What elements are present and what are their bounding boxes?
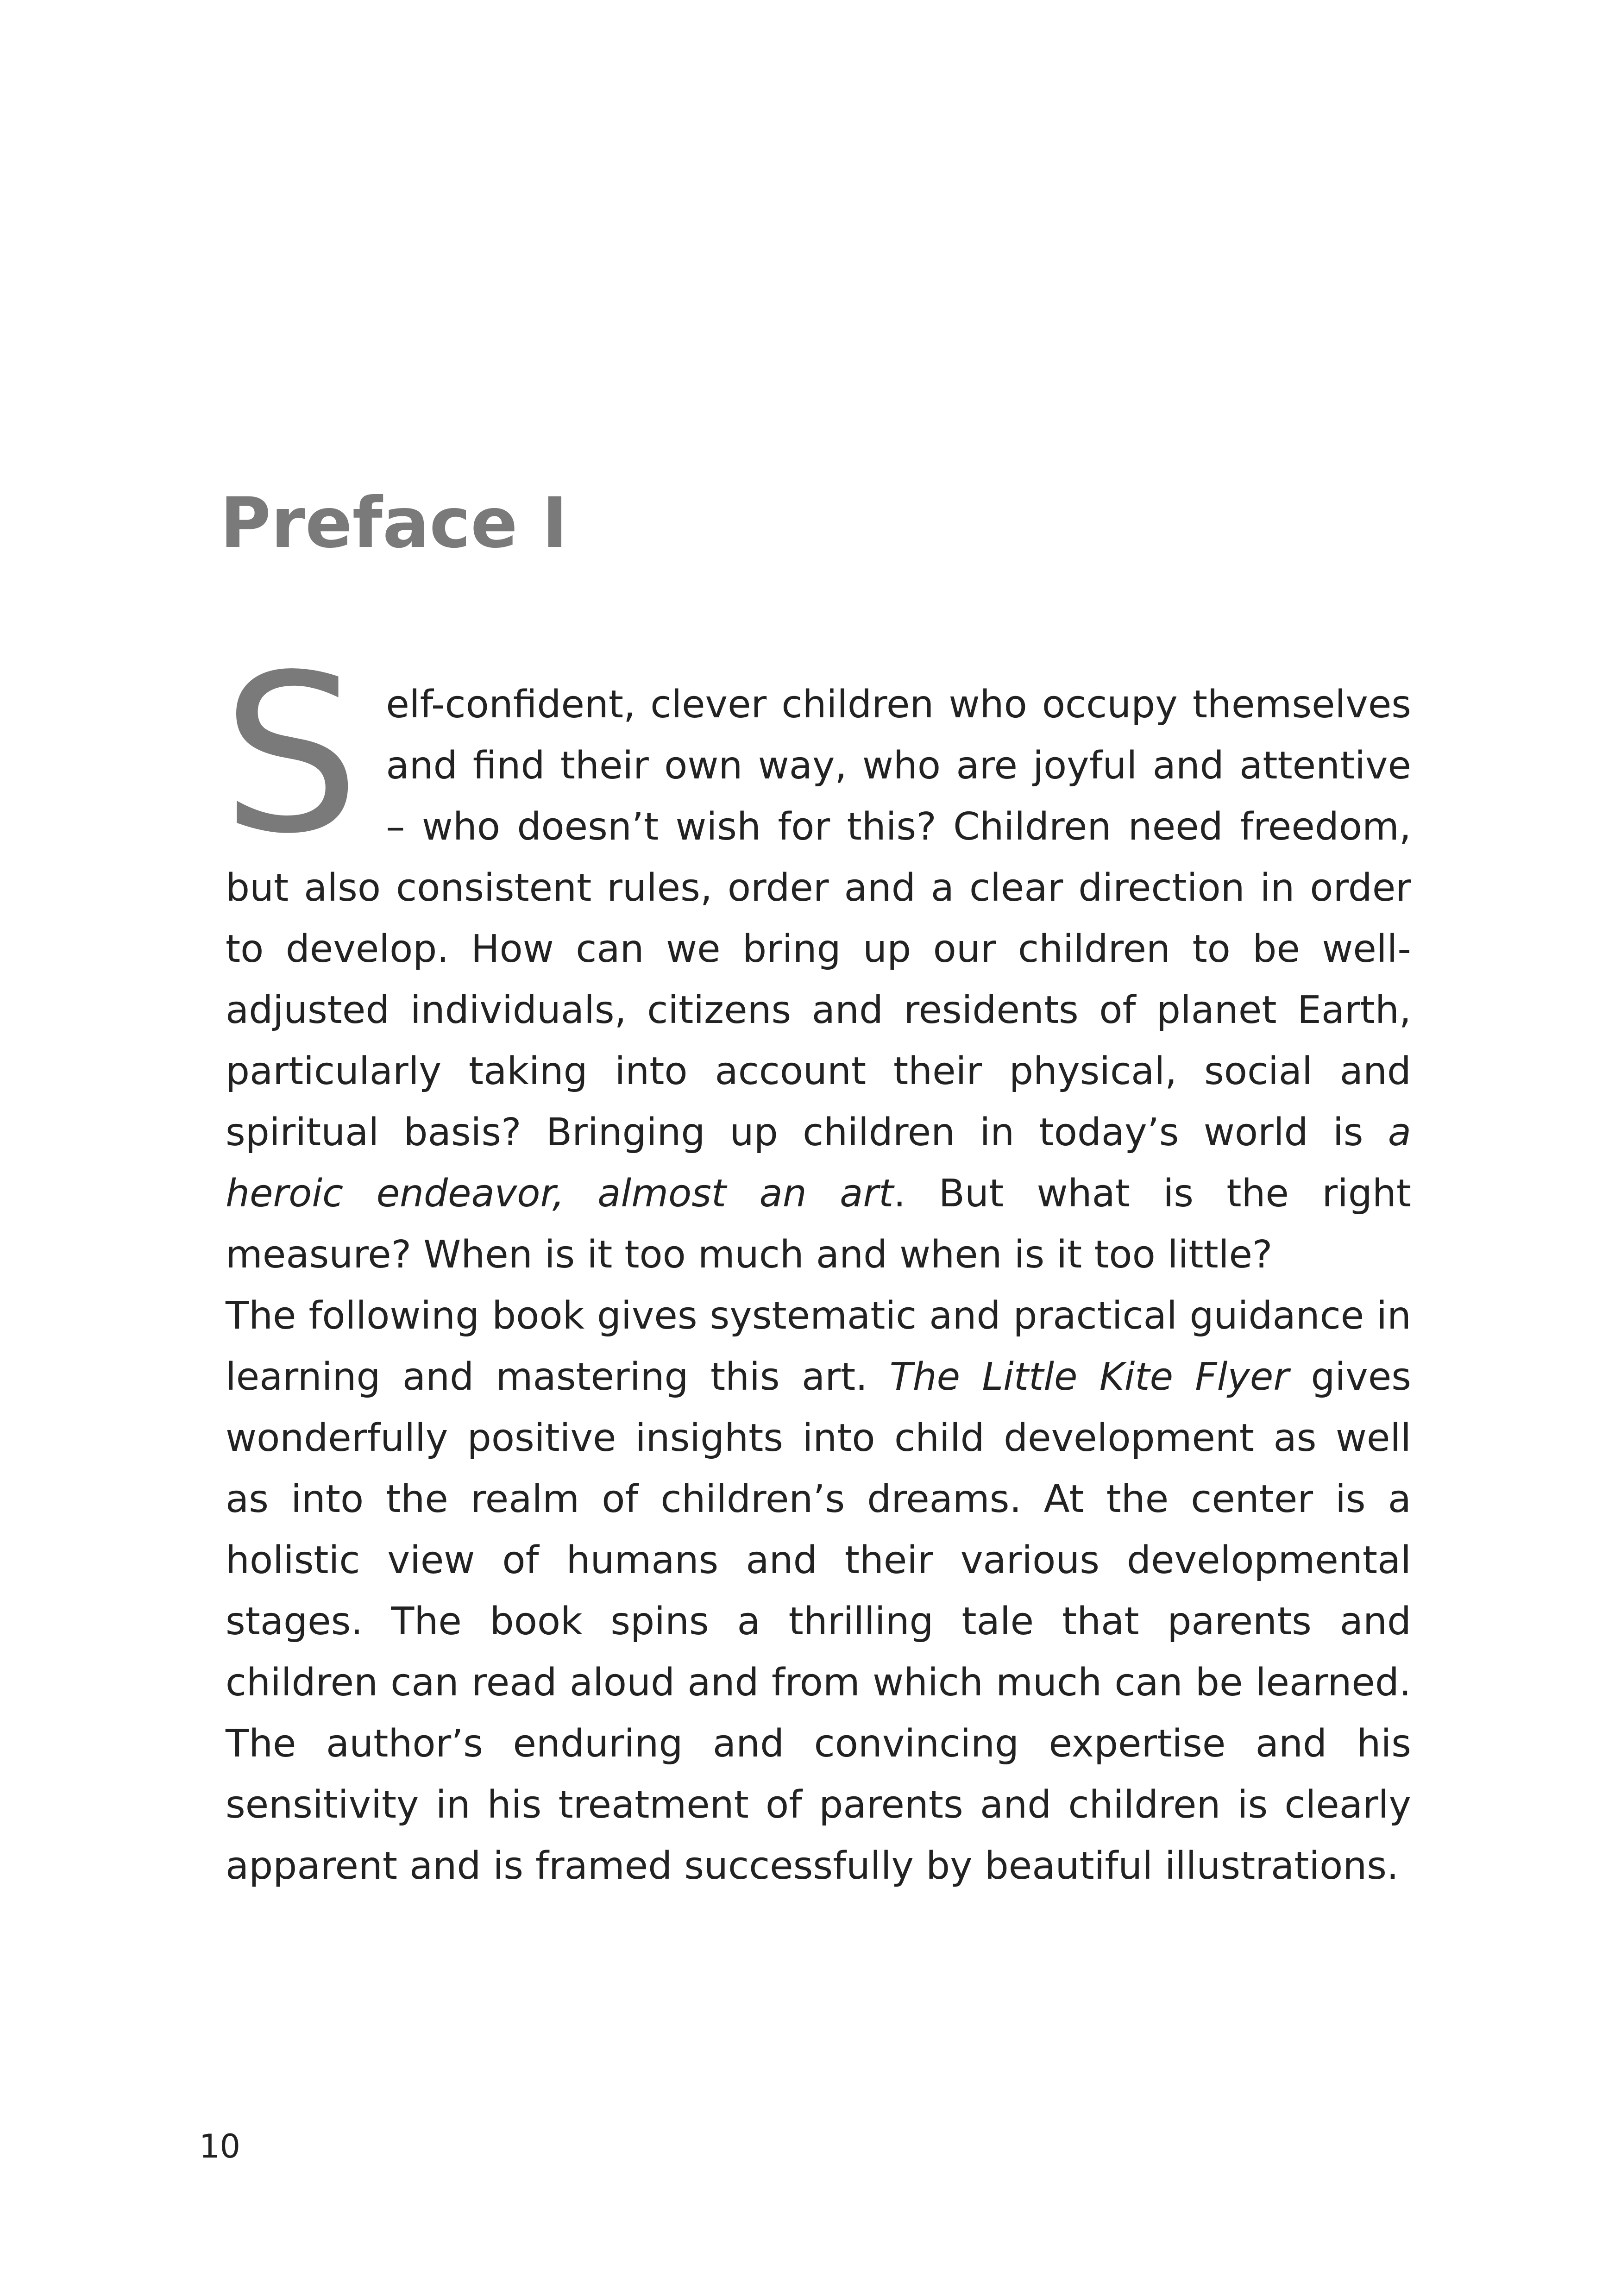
paragraph-2-text-a: The following book gives systematic and practical guidance in learning and mastering this art. [226,1294,1411,1399]
paragraph-1-text-b: . But what is the right measure? When is it too much and when is it too little? [226,1172,1411,1277]
page-number: 10 [199,2127,241,2165]
page-title: Preface I [220,483,568,564]
paragraph-2 [226,1286,1411,1897]
drop-cap: S [222,628,360,881]
paragraph-1 [222,628,1411,1286]
paragraph-1-text-a: elf-confident, clever children who occupy themselves and find their own way, who are joyful and attentive – who doesn’t wish for this? Children need freedom, but also consistent rules, order and a clear direction in order to develop. How can we bring up our children to be well-adjusted individuals, citizens and residents of planet Earth, particularly taking into account their physical, social and spiritual basis? Bringing up children in today’s world is [226,683,1411,1154]
paragraph-2-text-b: gives wonderfully positive insights into child development as well as into the realm of children’s dreams. At the center is a holistic view of humans and their various developmental stages. The book spins a thrilling tale that parents and children can read aloud and from which much can be learned. The author’s enduring and convincing expertise and his sensitivity in his treatment of parents and children is clearly apparent and is framed successfully by beautiful illustrations. [226,1355,1411,1888]
book-title: The Little Kite Flyer [889,1355,1289,1399]
preface-body [222,628,1411,1897]
paragraph-1-emphasis: a heroic endeavor, almost an art [226,1110,1411,1216]
